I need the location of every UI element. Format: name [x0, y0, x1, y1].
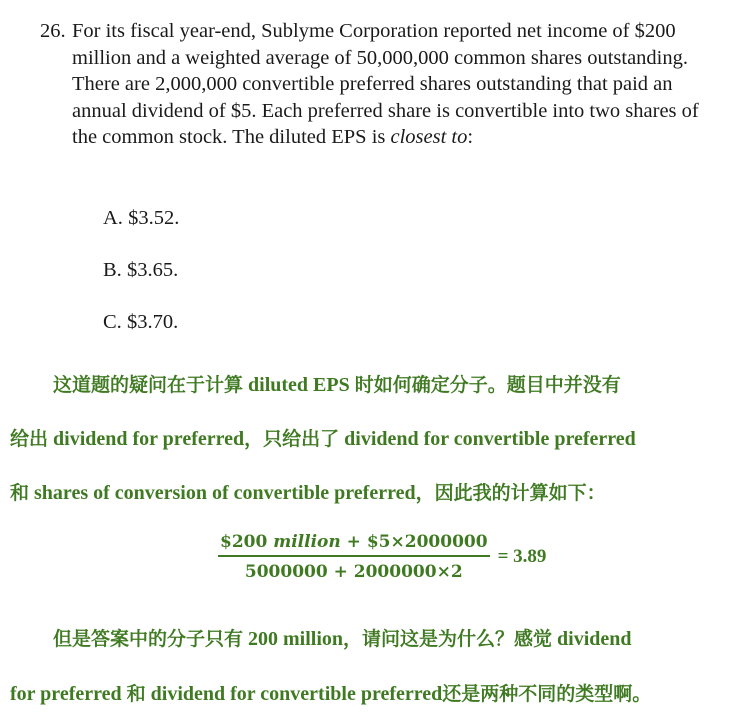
- comment-line-5: [10, 679, 651, 706]
- comment-text: 这道题的疑问在于计算: [53, 374, 244, 396]
- formula-fraction: [218, 532, 490, 582]
- comment-text: dividend for convertible preferred: [145, 683, 443, 705]
- comment-text: ，只给出了: [244, 428, 340, 450]
- comment-text: 给出: [10, 428, 49, 450]
- choice-a: [103, 205, 179, 257]
- comment-line-4: [53, 624, 632, 651]
- choice-letter: C.: [103, 311, 122, 333]
- comment-line-3: [10, 478, 606, 505]
- comment-text: 和: [126, 683, 146, 705]
- comment-text: 还是两种不同的类型啊。: [442, 683, 652, 705]
- choice-value: $3.65.: [126, 259, 179, 281]
- numerator-part: million: [273, 532, 341, 552]
- comment-text: for preferred: [10, 683, 127, 705]
- comment-text: dividend: [552, 628, 632, 650]
- numerator-part: + $5×2000000: [340, 532, 488, 552]
- comment-text: 和: [10, 482, 30, 504]
- numerator-part: $200: [220, 532, 274, 552]
- comment-line-2: [10, 424, 636, 451]
- comment-text: dividend for convertible preferred: [339, 428, 636, 450]
- formula-denominator: 5000000 + 2000000×2: [244, 562, 463, 582]
- choice-letter: B.: [103, 259, 122, 281]
- comment-text: 时如何确定分子。题目中并没有: [354, 374, 621, 396]
- choice-letter: A.: [103, 207, 123, 229]
- formula-result: = 3.89: [497, 546, 547, 567]
- choice-b: [103, 257, 179, 309]
- question-italic-text: closest to: [390, 126, 468, 148]
- question-colon: :: [467, 126, 474, 148]
- question-stem: [72, 18, 722, 151]
- question-text: For its fiscal year-end, Sublyme Corporation reported net income of $200 million and a weighted average of 50,000,000 common shares outstanding. There are 2,000,000 convertible preferred shares outstanding that paid an annual dividend of $5. Each preferred share is convertible into two shares of the common stock. The diluted EPS is: [72, 20, 699, 148]
- comment-text: shares of conversion of convertible preferred: [29, 482, 416, 504]
- comment-line-1: [53, 370, 621, 397]
- choice-value: $3.52.: [128, 207, 180, 229]
- question-number: 26.: [40, 20, 66, 42]
- question-block: [40, 18, 730, 151]
- comment-text: dividend for preferred: [48, 428, 245, 450]
- eps-formula: [218, 532, 546, 582]
- choice-c: [103, 309, 179, 361]
- comment-text: ，因此我的计算如下：: [415, 482, 606, 504]
- formula-numerator: [218, 532, 490, 557]
- choice-value: $3.70.: [126, 311, 179, 333]
- comment-text: 200 million: [243, 628, 344, 650]
- comment-text: diluted EPS: [243, 374, 355, 396]
- answer-choices: [103, 205, 179, 361]
- comment-text: ，请问这是为什么？感觉: [343, 628, 553, 650]
- comment-text: 但是答案中的分子只有: [53, 628, 244, 650]
